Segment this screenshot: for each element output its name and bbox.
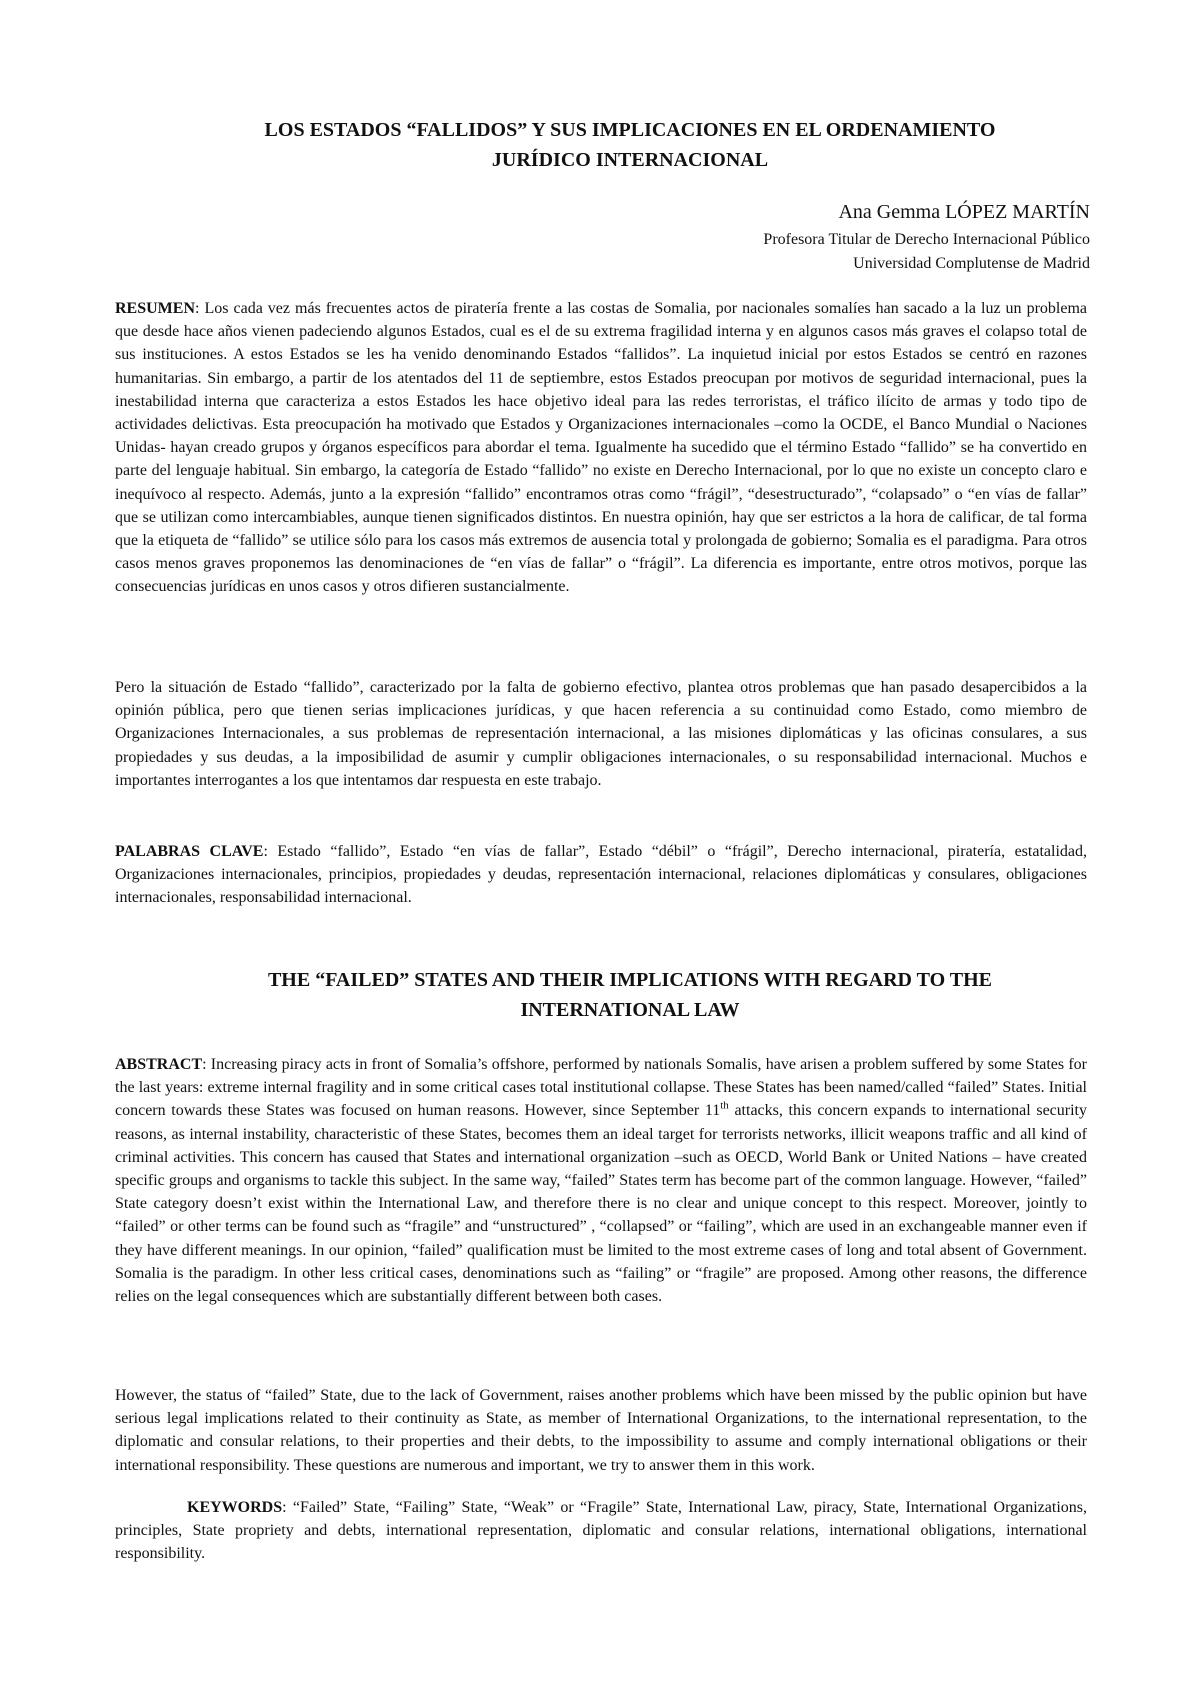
author-position: Profesora Titular de Derecho Internacional Público xyxy=(763,231,1090,248)
keywords-label: KEYWORDS xyxy=(187,1499,283,1516)
palabras-clave-label: PALABRAS CLAVE xyxy=(115,843,264,860)
english-title-line2: INTERNATIONAL LAW xyxy=(520,999,740,1021)
author-affiliation xyxy=(763,228,1090,276)
resumen-paragraph-2: Pero la situación de Estado “fallido”, caracterizado por la falta de gobierno efectivo, plantea otros problemas que han pasado desapercibidos a la opinión pública, pero que tienen serias implicaciones jurídicas, y que hacen referencia a su continuidad como Estado, como miembro de Organizaciones Internacionales, a sus problemas de representación internacional, a las misiones diplomáticas y las oficinas consulares, a sus propiedades y sus deudas, a la imposibilidad de asumir y cumplir obligaciones internacionales, o su responsabilidad internacional. Muchos e importantes interrogantes a los que intentamos dar respuesta en este trabajo. xyxy=(115,679,1087,789)
abstract-paragraph-2: However, the status of “failed” State, due to the lack of Government, raises another problems which have been missed by the public opinion but have serious legal implications related to their continuity as State, as member of International Organizations, to the international representation, to the diplomatic and consular relations, to their properties and their debts, to the impossibility to assume and comply international obligations or their international responsibility. These questions are numerous and important, we try to answer them in this work. xyxy=(115,1387,1087,1474)
english-title-line1: THE “FAILED” STATES AND THEIR IMPLICATIONS WITH REGARD TO THE xyxy=(267,969,993,991)
spanish-title-line1: LOS ESTADOS “FALLIDOS” Y SUS IMPLICACIONES EN EL ORDENAMIENTO xyxy=(264,119,996,141)
keywords-paragraph xyxy=(115,1496,1087,1566)
abstract-text-1a: : Increasing piracy acts in front of Somalia’s offshore, performed by nationals Somalis, have arisen a problem suffered by some States for the last years: extreme internal fragility and in some critical cases total institutional collapse. These States has been named/called “failed” States. Initial concern towards these States was focused on human reasons. However, since September 11 xyxy=(115,1056,1087,1120)
palabras-clave-text: : Estado “fallido”, Estado “en vías de fallar”, Estado “débil” o “frágil”, Derecho internacional, piratería, estatalidad, Organizaciones internacionales, principios, propiedades y deudas, representación internacional, relaciones diplomáticas y consulares, obligaciones internacionales, responsabilidad internacional. xyxy=(115,843,1087,907)
keywords-text: : “Failed” State, “Failing” State, “Weak” or “Fragile” State, International Law, piracy, State, International Organizations, principles, State propriety and debts, international representation, diplomatic and consular relations, international obligations, international responsibility. xyxy=(115,1499,1087,1563)
resumen-label: RESUMEN xyxy=(115,300,196,317)
author-name: Ana Gemma LÓPEZ MARTÍN xyxy=(838,201,1090,223)
palabras-clave-paragraph xyxy=(115,840,1087,910)
resumen-paragraph-1 xyxy=(115,297,1087,599)
english-title xyxy=(150,965,1110,1025)
spanish-title-line2: JURÍDICO INTERNACIONAL xyxy=(491,149,769,171)
abstract-text-1b: attacks, this concern expands to international security reasons, as internal instability, characteristic of these States, becomes them an ideal target for terrorists networks, illicit weapons traffic and all kind of criminal activities. This concern has caused that States and international organization –such as OECD, World Bank or United Nations – have created specific groups and organisms to tackle this subject. In the same way, “failed” States term has become part of the common language. However, “failed” State category doesn’t exist within the International Law, and therefore there is no clear and unique concept to this respect. Moreover, jointly to “failed” or other terms can be found such as “fragile” and “unstructured” , “collapsed” or “failing”, which are used in an exchangeable manner even if they have different meanings. In our opinion, “failed” qualification must be limited to the most extreme cases of long and total absent of Government. Somalia is the paradigm. In other less critical cases, denominations such as “failing” or “fragile” are proposed. Among other reasons, the difference relies on the legal consequences which are substantially different between both cases. xyxy=(115,1102,1087,1306)
abstract-superscript: th xyxy=(720,1100,729,1113)
resumen-text-1: : Los cada vez más frecuentes actos de piratería frente a las costas de Somalia, por nacionales somalíes han sacado a la luz un problema que desde hace años vienen padeciendo algunos Estados, cual es el de su extrema fragilidad interna y en algunos casos más graves el colapso total de sus instituciones. A estos Estados se les ha venido denominando Estados “fallidos”. La inquietud inicial por estos Estados se centró en razones humanitarias. Sin embargo, a partir de los atentados del 11 de septiembre, estos Estados preocupan por motivos de seguridad internacional, pues la inestabilidad interna que caracteriza a estos Estados les hace objetivo ideal para las redes terroristas, el tráfico ilícito de armas y todo tipo de actividades delictivas. Esta preocupación ha motivado que Estados y Organizaciones internacionales –como la OCDE, el Banco Mundial o Naciones Unidas- hayan creado grupos y órganos específicos para abordar el tema. Igualmente ha sucedido que el término Estado “fallido” se ha convertido en parte del lenguaje habitual. Sin embargo, la categoría de Estado “fallido” no existe en Derecho Internacional, por lo que no existe un concepto claro e inequívoco al respecto. Además, junto a la expresión “fallido” encontramos otras como “frágil”, “desestructurado”, “colapsado” o “en vías de fallar” que se utilizan como intercambiables, aunque tienen significados distintos. En nuestra opinión, hay que ser estrictos a la hora de calificar, de tal forma que la etiqueta de “fallido” se utilice sólo para los casos más extremos de ausencia total y prolongada de gobierno; Somalia es el paradigma. Para otros casos menos graves proponemos las denominaciones de “en vías de fallar” o “frágil”. La diferencia es importante, entre otros motivos, porque las consecuencias jurídicas en unos casos y otros difieren sustancialmente. xyxy=(115,300,1087,596)
spanish-title xyxy=(150,115,1110,175)
abstract-paragraph-1 xyxy=(115,1053,1087,1308)
abstract-label: ABSTRACT xyxy=(115,1056,203,1073)
author-university: Universidad Complutense de Madrid xyxy=(853,255,1090,272)
